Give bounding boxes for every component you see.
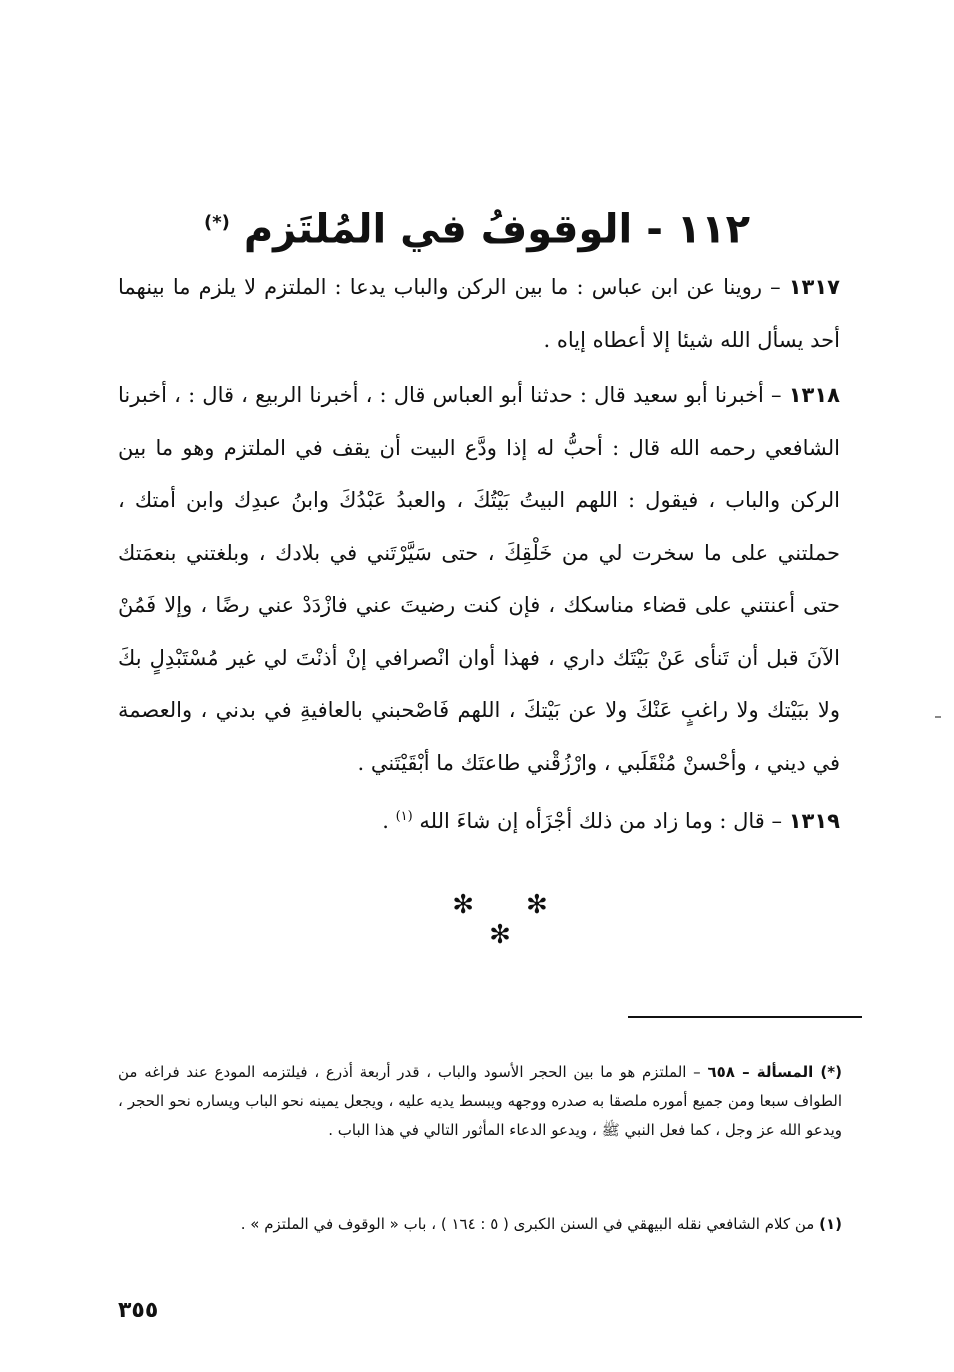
paragraph-text: – روينا عن ابن عباس : ما بين الركن والباب يدعا : الملتزم لا يلزم ما بينهما أحد يسأل الله شيئا إلا أعطاه إياه . <box>118 275 840 352</box>
footnote-text: من كلام الشافعي نقله البيهقي في السنن الكبرى ( ٥ : ١٦٤ ) ، باب « الوقوف في الملتزم » . <box>240 1215 815 1233</box>
scan-speck <box>935 716 941 718</box>
paragraph-text: – أخبرنا أبو سعيد قال : حدثنا أبو العباس قال : ، أخبرنا الربيع ، قال : ، أخبرنا الشافعي رحمه الله قال : أحبُّ له إذا ودَّع البيت أن يقف في الملتزم وهو ما بين الركن والباب ، فيقول : اللهم البيتُ بَيْتُكَ ، والعبدُ عَبْدُكَ وابنُ عبدِك وابن أمتك ، حملتني على ما سخرت لي من خَلْقِكَ ، حتى سَيَّرْتَني في بلادك ، وبلغتني بنعمَتك حتى أعنتني على قضاء مناسكك ، فإن كنت رضيتَ عني فازْدَدْ عني رضًا ، وإلا فَمُنْ الآنَ قبل أن تَنأى عَنْ بَيْتَك داري ، فهذا أوان انْصرافي إنْ أذنْتَ لي غير مُسْتَبْدِلٍ بكَ ولا ببَيْتك ولا راغبٍ عَنْكَ ولا عن بَيْتكَ ، اللهم فَاصْحبني بالعافيةِ في بدني ، والعصمة في ديني ، وأحْسنْ مُنْقَلَبي ، وارْزُقْني طاعتَك ما أبْقَيْتَني . <box>118 383 840 775</box>
paragraph-number: ١٣١٩ <box>788 809 840 833</box>
paragraph-number: ١٣١٨ <box>788 383 840 407</box>
page-number: ٣٥٥ <box>118 1298 159 1323</box>
paragraph-text: – قال : وما زاد من ذلك أجْزَأه إن شاءَ الله <box>419 809 783 833</box>
asterism-icon: ✻ <box>489 920 511 950</box>
chapter-title <box>150 195 804 257</box>
chapter-heading: ١١٢ - الوقوفُ في المُلتَزم <box>243 206 750 253</box>
chapter-footnote-marker: (*) <box>204 211 230 233</box>
footnote-divider <box>628 1016 862 1018</box>
footnote-label: (*) المسألة – ٦٥٨ <box>707 1063 842 1081</box>
paragraph-1317 <box>118 261 840 366</box>
asterism-icon: ✻ <box>526 890 548 920</box>
paragraph-1318 <box>118 369 840 789</box>
footnote-reference: (١) <box>395 809 413 824</box>
paragraph-number: ١٣١٧ <box>788 275 840 299</box>
paragraph-tail: . <box>382 809 389 833</box>
asterism-icon: ✻ <box>452 890 474 920</box>
footnote-label: (١) <box>819 1215 842 1233</box>
paragraph-1319 <box>118 791 840 848</box>
footnote-1 <box>118 1210 842 1239</box>
footnote-star <box>118 1058 842 1145</box>
section-separator <box>400 890 600 950</box>
footnote-text: – الملتزم هو ما بين الحجر الأسود والباب ، قدر أربعة أذرع ، فيلتزمه المودع عند فراغه من الطواف سبعا ومن جميع أموره ملصقا به صدره ووجهه ويبسط يديه عليه ، ويجعل يمينه نحو الباب ويساره نحو الحجر ، ويدعو الله عز وجل ، كما فعل النبي ﷺ ، ويدعو الدعاء المأثور التالي في هذا الباب . <box>118 1063 842 1139</box>
